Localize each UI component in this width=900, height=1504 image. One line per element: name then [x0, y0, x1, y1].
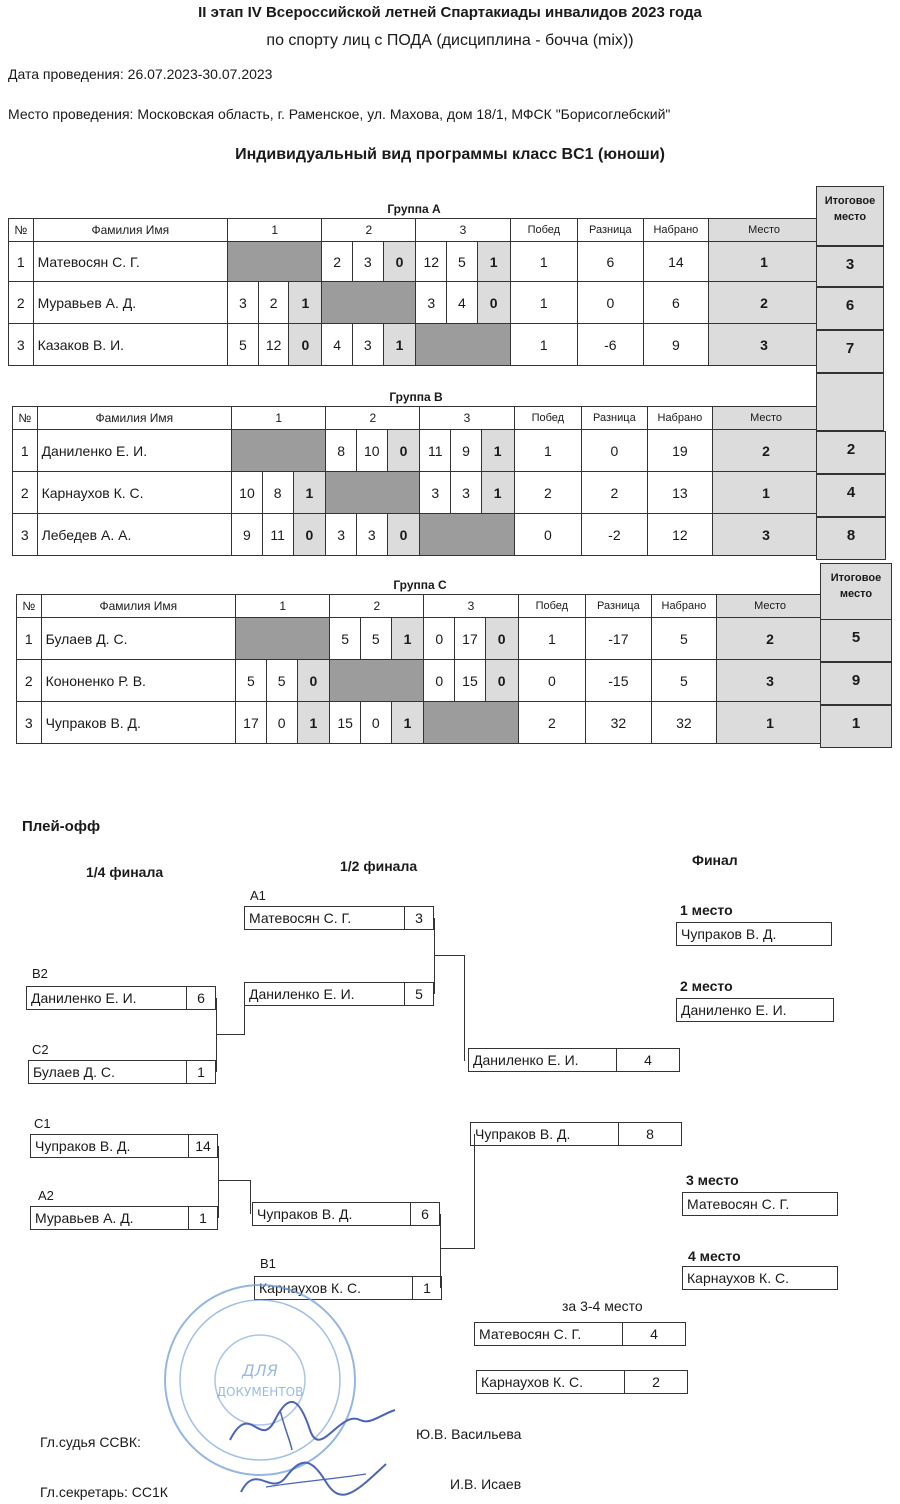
judge-name: Ю.В. Васильева — [416, 1426, 522, 1442]
round-quarterfinal: 1/4 финала — [86, 864, 164, 880]
bracket-entry — [244, 982, 434, 1006]
col-scored: Набрано — [651, 595, 717, 618]
group-c-table — [16, 576, 824, 744]
slot-label: B1 — [260, 1256, 276, 1271]
score-against: 10 — [356, 430, 387, 472]
table-row — [17, 702, 824, 744]
group-b-table — [12, 388, 820, 556]
place-value: 1 — [709, 242, 820, 282]
place-value: 3 — [709, 324, 820, 366]
match-score: 14 — [188, 1135, 217, 1157]
wins-value: 1 — [510, 324, 578, 366]
bracket-line — [216, 1034, 244, 1035]
bracket-entry — [468, 1048, 680, 1072]
match-result: 0 — [485, 660, 518, 702]
score-against: 2 — [258, 282, 289, 324]
score-against: 3 — [352, 242, 383, 282]
score-for: 15 — [330, 702, 361, 744]
player-name: Казаков В. И. — [33, 324, 228, 366]
col-wins: Побед — [514, 407, 582, 430]
slot-label: A2 — [38, 1188, 54, 1203]
score-against: 11 — [262, 514, 293, 556]
bracket-line — [474, 1134, 475, 1249]
player-name: Карнаухов К. С. — [259, 1280, 361, 1296]
match-result: 0 — [383, 242, 416, 282]
third-place-label: за 3-4 место — [562, 1298, 643, 1314]
result-entry — [682, 1266, 838, 1290]
bracket-entry — [26, 986, 216, 1010]
bracket-line — [440, 1248, 474, 1249]
scored-value: 32 — [651, 702, 717, 744]
bracket-line — [250, 1180, 251, 1214]
col-opp-1: 1 — [228, 219, 322, 242]
final-place-spacer — [816, 373, 884, 431]
place-value: 3 — [717, 660, 824, 702]
match-result: 0 — [293, 514, 326, 556]
table-row — [9, 282, 820, 324]
bracket-entry — [252, 1202, 440, 1226]
bracket-line — [434, 918, 435, 994]
final-place-cell: 2 — [816, 431, 886, 474]
table-row — [13, 472, 820, 514]
slot-label: B2 — [32, 966, 48, 981]
player-name: Карнаухов К. С. — [37, 472, 232, 514]
score-for: 10 — [232, 472, 263, 514]
match-result: 1 — [297, 702, 330, 744]
document-title: II этап IV Всероссийской летней Спартакиады инвалидов 2023 года — [198, 4, 702, 21]
score-against: 17 — [455, 618, 486, 660]
col-wins: Побед — [510, 219, 578, 242]
bracket-line — [244, 994, 245, 1035]
slot-label: A1 — [250, 888, 266, 903]
col-opp-3: 3 — [416, 219, 510, 242]
col-wins: Побед — [518, 595, 586, 618]
scored-value: 19 — [647, 430, 713, 472]
final-place-cell: 6 — [816, 287, 884, 330]
player-name: Даниленко Е. И. — [249, 986, 355, 1002]
row-num: 3 — [13, 514, 38, 556]
player-name: Муравьев А. Д. — [33, 282, 228, 324]
score-against: 5 — [266, 660, 297, 702]
place-value: 2 — [713, 430, 820, 472]
player-name: Чупраков В. Д. — [35, 1138, 131, 1154]
col-num: № — [9, 219, 34, 242]
scored-value: 6 — [643, 282, 709, 324]
col-scored: Набрано — [643, 219, 709, 242]
col-opp-2: 2 — [330, 595, 424, 618]
score-for: 2 — [322, 242, 353, 282]
group-a-title: Группа А — [387, 202, 441, 216]
row-num: 1 — [9, 242, 34, 282]
player-name: Матевосян С. Г. — [687, 1196, 790, 1212]
match-result: 1 — [383, 324, 416, 366]
match-score: 2 — [624, 1371, 687, 1393]
col-num: № — [17, 595, 42, 618]
table-row — [17, 660, 824, 702]
match-result: 1 — [391, 702, 424, 744]
svg-text:ДЛЯ: ДЛЯ — [242, 1361, 278, 1380]
player-name: Булаев Д. С. — [41, 618, 236, 660]
self-cell — [322, 282, 416, 324]
round-final: Финал — [692, 852, 738, 868]
score-against: 8 — [262, 472, 293, 514]
match-result: 0 — [289, 324, 322, 366]
event-place: Место проведения: Московская область, г. Раменское, ул. Махова, дом 18/1, МФСК "Борисоглебский" — [8, 106, 671, 122]
col-opp-1: 1 — [232, 407, 326, 430]
score-for: 11 — [420, 430, 451, 472]
scored-value: 5 — [651, 660, 717, 702]
bracket-entry — [474, 1322, 686, 1346]
wins-value: 2 — [518, 702, 586, 744]
match-result: 0 — [387, 514, 420, 556]
table-row — [13, 430, 820, 472]
bracket-line — [218, 1180, 250, 1181]
col-name: Фамилия Имя — [33, 219, 228, 242]
score-for: 12 — [416, 242, 447, 282]
wins-value: 1 — [518, 618, 586, 660]
wins-value: 2 — [514, 472, 582, 514]
wins-value: 1 — [510, 242, 578, 282]
bracket-entry — [470, 1122, 682, 1146]
table-row — [9, 324, 820, 366]
judge-signature — [220, 1380, 400, 1460]
secretary-signature — [236, 1452, 396, 1504]
col-place: Место — [709, 219, 820, 242]
col-place: Место — [713, 407, 820, 430]
diff-value: -6 — [578, 324, 644, 366]
result-entry — [676, 998, 834, 1022]
match-score: 6 — [186, 987, 215, 1009]
player-name: Матевосян С. Г. — [479, 1326, 582, 1342]
match-result: 1 — [477, 242, 510, 282]
player-name: Даниленко Е. И. — [37, 430, 232, 472]
result-label: 3 место — [686, 1172, 739, 1188]
match-result: 0 — [387, 430, 420, 472]
self-cell — [330, 660, 424, 702]
match-score: 4 — [622, 1323, 685, 1345]
player-name: Чупраков В. Д. — [257, 1206, 353, 1222]
match-score: 1 — [188, 1207, 217, 1229]
col-opp-2: 2 — [326, 407, 420, 430]
bracket-line — [464, 955, 465, 1061]
self-cell — [232, 430, 326, 472]
score-against: 0 — [266, 702, 297, 744]
match-score: 5 — [404, 983, 433, 1005]
col-opp-2: 2 — [322, 219, 416, 242]
self-cell — [236, 618, 330, 660]
row-num: 1 — [13, 430, 38, 472]
player-name: Матевосян С. Г. — [33, 242, 228, 282]
bracket-line — [434, 955, 464, 956]
bracket-entry — [244, 906, 434, 930]
match-result: 1 — [481, 472, 514, 514]
score-against: 5 — [360, 618, 391, 660]
score-against: 9 — [451, 430, 482, 472]
self-cell — [416, 324, 510, 366]
match-result: 1 — [391, 618, 424, 660]
player-name: Муравьев А. Д. — [35, 1210, 134, 1226]
bracket-entry — [476, 1370, 688, 1394]
place-value: 3 — [713, 514, 820, 556]
secretary-label: Гл.секретарь: СС1К — [40, 1484, 168, 1500]
diff-value: 0 — [582, 430, 648, 472]
judge-label: Гл.судья ССВК: — [40, 1434, 141, 1450]
score-against: 5 — [447, 242, 478, 282]
match-score: 1 — [412, 1277, 441, 1299]
diff-value: -2 — [582, 514, 648, 556]
match-score: 6 — [410, 1203, 439, 1225]
score-against: 15 — [455, 660, 486, 702]
table-row — [17, 618, 824, 660]
diff-value: 6 — [578, 242, 644, 282]
player-name: Чупраков В. Д. — [475, 1126, 571, 1142]
wins-value: 0 — [514, 514, 582, 556]
bracket-entry — [30, 1206, 218, 1230]
col-place: Место — [717, 595, 824, 618]
row-num: 2 — [13, 472, 38, 514]
result-label: 4 место — [688, 1248, 741, 1264]
col-scored: Набрано — [647, 407, 713, 430]
player-name: Булаев Д. С. — [33, 1064, 115, 1080]
col-name: Фамилия Имя — [41, 595, 236, 618]
self-cell — [228, 242, 322, 282]
round-semifinal: 1/2 финала — [340, 858, 418, 874]
col-diff: Разница — [582, 407, 648, 430]
match-score: 4 — [616, 1049, 679, 1071]
self-cell — [326, 472, 420, 514]
player-name: Матевосян С. Г. — [249, 910, 352, 926]
diff-value: 0 — [578, 282, 644, 324]
result-label: 1 место — [680, 902, 733, 918]
player-name: Даниленко Е. И. — [681, 1002, 787, 1018]
bracket-entry — [30, 1134, 218, 1158]
match-result: 0 — [297, 660, 330, 702]
col-diff: Разница — [578, 219, 644, 242]
match-result: 0 — [477, 282, 510, 324]
score-for: 4 — [322, 324, 353, 366]
score-for: 3 — [416, 282, 447, 324]
scored-value: 12 — [647, 514, 713, 556]
score-for: 0 — [424, 618, 455, 660]
row-num: 2 — [9, 282, 34, 324]
final-place-cell: 7 — [816, 330, 884, 373]
final-place-label: место — [833, 211, 867, 223]
final-place-cell: 1 — [820, 705, 892, 748]
scored-value: 5 — [651, 618, 717, 660]
final-place-cell: 5 — [820, 619, 892, 662]
scored-value: 9 — [643, 324, 709, 366]
event-date: Дата проведения: 26.07.2023-30.07.2023 — [8, 66, 273, 82]
document-subtitle: по спорту лиц с ПОДА (дисциплина - бочча (mix)) — [266, 32, 634, 49]
row-num: 3 — [9, 324, 34, 366]
wins-value: 1 — [510, 282, 578, 324]
program-title: Индивидуальный вид программы класс BC1 (юноши) — [235, 146, 665, 163]
final-place-cell: 8 — [816, 517, 886, 560]
final-place-label: Итоговое — [824, 195, 876, 207]
final-place-header-2 — [820, 563, 892, 620]
wins-value: 0 — [518, 660, 586, 702]
player-name: Карнаухов К. С. — [687, 1270, 789, 1286]
match-result: 1 — [289, 282, 322, 324]
match-score: 3 — [404, 907, 433, 929]
bracket-line — [440, 1214, 441, 1288]
table-row — [13, 514, 820, 556]
scored-value: 14 — [643, 242, 709, 282]
slot-label: C2 — [32, 1042, 49, 1057]
match-result: 1 — [293, 472, 326, 514]
col-num: № — [13, 407, 38, 430]
score-for: 17 — [236, 702, 267, 744]
final-place-cell: 9 — [820, 662, 892, 705]
col-opp-3: 3 — [424, 595, 518, 618]
diff-value: 32 — [586, 702, 652, 744]
self-cell — [420, 514, 514, 556]
secretary-name: И.В. Исаев — [450, 1476, 522, 1492]
group-b-title: Группа В — [389, 390, 443, 404]
score-against: 3 — [356, 514, 387, 556]
final-place-label: место — [839, 588, 873, 600]
col-opp-1: 1 — [236, 595, 330, 618]
score-for: 5 — [228, 324, 259, 366]
col-opp-3: 3 — [420, 407, 514, 430]
score-for: 9 — [232, 514, 263, 556]
player-name: Даниленко Е. И. — [31, 990, 137, 1006]
score-for: 5 — [330, 618, 361, 660]
place-value: 1 — [717, 702, 824, 744]
player-name: Чупраков В. Д. — [41, 702, 236, 744]
match-score: 8 — [618, 1123, 681, 1145]
score-against: 3 — [451, 472, 482, 514]
group-c-title: Группа С — [393, 578, 447, 592]
score-for: 5 — [236, 660, 267, 702]
player-name: Кононенко Р. В. — [41, 660, 236, 702]
player-name: Карнаухов К. С. — [481, 1374, 583, 1390]
diff-value: 2 — [582, 472, 648, 514]
scored-value: 13 — [647, 472, 713, 514]
group-a-table — [8, 200, 820, 366]
place-value: 2 — [717, 618, 824, 660]
slot-label: C1 — [34, 1116, 51, 1131]
result-entry — [682, 1192, 838, 1216]
match-score: 1 — [186, 1061, 215, 1083]
score-for: 3 — [228, 282, 259, 324]
table-row — [9, 242, 820, 282]
wins-value: 1 — [514, 430, 582, 472]
result-label: 2 место — [680, 978, 733, 994]
score-against: 12 — [258, 324, 289, 366]
score-against: 4 — [447, 282, 478, 324]
score-for: 8 — [326, 430, 357, 472]
score-for: 3 — [420, 472, 451, 514]
player-name: Лебедев А. А. — [37, 514, 232, 556]
col-diff: Разница — [586, 595, 652, 618]
place-value: 2 — [709, 282, 820, 324]
player-name: Даниленко Е. И. — [473, 1052, 579, 1068]
result-entry — [676, 922, 832, 946]
diff-value: -17 — [586, 618, 652, 660]
self-cell — [424, 702, 518, 744]
row-num: 3 — [17, 702, 42, 744]
row-num: 1 — [17, 618, 42, 660]
match-result: 1 — [481, 430, 514, 472]
bracket-entry — [28, 1060, 216, 1084]
bracket-line — [216, 998, 217, 1072]
diff-value: -15 — [586, 660, 652, 702]
final-place-header-1 — [816, 186, 884, 246]
score-against: 3 — [352, 324, 383, 366]
player-name: Чупраков В. Д. — [681, 926, 777, 942]
final-place-cell: 3 — [816, 246, 884, 287]
final-place-cell: 4 — [816, 474, 886, 517]
score-for: 0 — [424, 660, 455, 702]
playoff-title: Плей-офф — [22, 818, 101, 835]
final-place-label: Итоговое — [830, 572, 882, 584]
row-num: 2 — [17, 660, 42, 702]
score-for: 3 — [326, 514, 357, 556]
col-name: Фамилия Имя — [37, 407, 232, 430]
bracket-line — [218, 1146, 219, 1218]
place-value: 1 — [713, 472, 820, 514]
score-against: 0 — [360, 702, 391, 744]
match-result: 0 — [485, 618, 518, 660]
svg-text:ДОКУМЕНТОВ: ДОКУМЕНТОВ — [216, 1385, 304, 1399]
